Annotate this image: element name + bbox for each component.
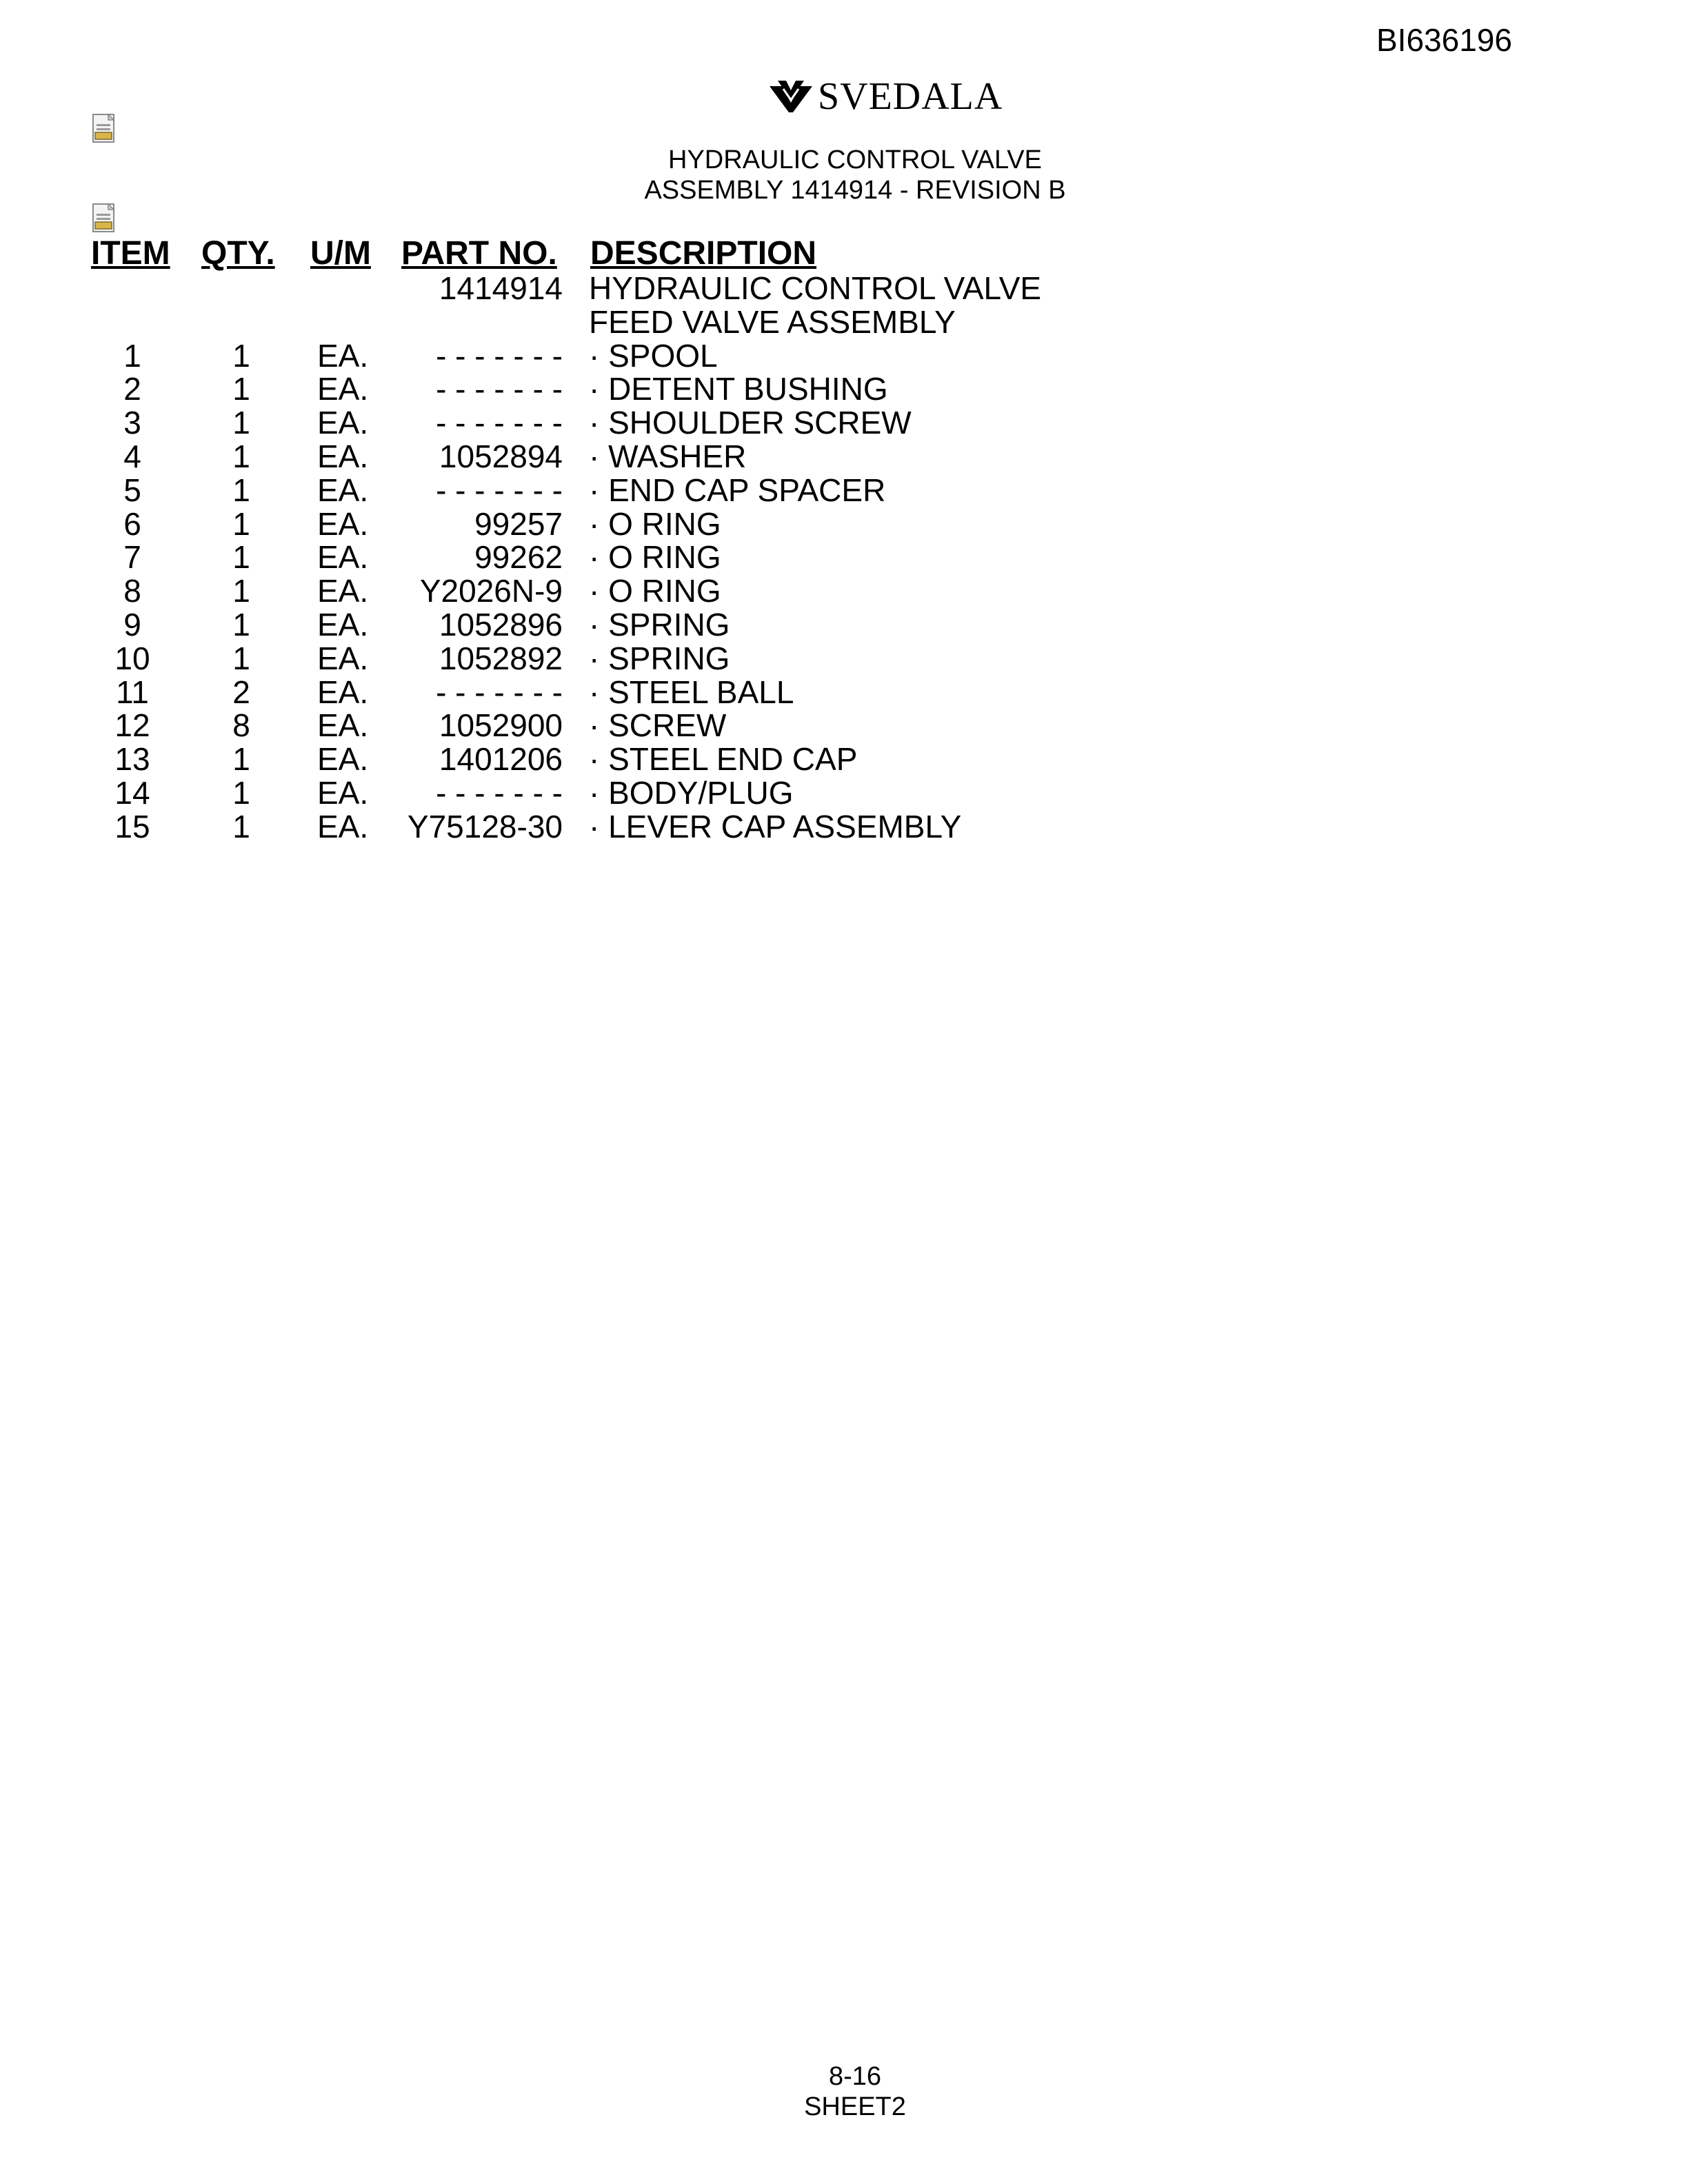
item-number: 14: [114, 774, 150, 811]
embedded-file-icon[interactable]: [91, 113, 119, 145]
quantity: 1: [232, 405, 250, 441]
brand-name: SVEDALA: [818, 75, 1003, 118]
part-number: - - - - - - -: [436, 674, 563, 710]
item-number: 2: [123, 371, 141, 407]
table-row: [0, 440, 1688, 474]
table-row: [0, 474, 1688, 507]
table-row: [0, 272, 1688, 305]
item-number: 4: [123, 438, 141, 474]
description: · END CAP SPACER: [589, 472, 886, 508]
item-number: 7: [123, 539, 141, 576]
part-number: - - - - - - -: [436, 472, 563, 508]
item-number: 8: [123, 573, 141, 609]
embedded-file-icon[interactable]: [91, 203, 119, 234]
unit-of-measure: EA.: [317, 405, 369, 441]
item-number: 6: [123, 505, 141, 542]
table-row: [0, 372, 1688, 406]
unit-of-measure: EA.: [317, 505, 369, 542]
description: · SCREW: [589, 707, 727, 744]
item-number: 3: [123, 405, 141, 441]
quantity: 1: [232, 371, 250, 407]
unit-of-measure: EA.: [317, 808, 369, 845]
part-number: 1052892: [439, 640, 563, 676]
document-title-line-1: HYDRAULIC CONTROL VALVE: [668, 145, 1042, 174]
description: HYDRAULIC CONTROL VALVE: [589, 270, 1042, 306]
description: FEED VALVE ASSEMBLY: [589, 303, 956, 340]
description: · SPOOL: [589, 337, 718, 374]
part-number: 1052896: [439, 606, 563, 643]
quantity: 1: [232, 539, 250, 576]
description: · DETENT BUSHING: [589, 371, 888, 407]
part-number: 1052900: [439, 707, 563, 744]
unit-of-measure: EA.: [317, 707, 369, 744]
parts-list: [0, 272, 1688, 844]
unit-of-measure: EA.: [317, 337, 369, 374]
unit-of-measure: EA.: [317, 674, 369, 710]
quantity: 1: [232, 808, 250, 845]
unit-of-measure: EA.: [317, 741, 369, 778]
description: · STEEL BALL: [589, 674, 794, 710]
description: · WASHER: [589, 438, 747, 474]
table-row: [0, 540, 1688, 574]
description: · LEVER CAP ASSEMBLY: [589, 808, 962, 845]
description: · STEEL END CAP: [589, 741, 858, 778]
part-number: 1414914: [439, 270, 563, 306]
item-number: 13: [114, 741, 150, 778]
quantity: 8: [232, 707, 250, 744]
sheet-label: SHEET2: [804, 2092, 906, 2121]
unit-of-measure: EA.: [317, 774, 369, 811]
description: · O RING: [589, 573, 721, 609]
table-row: [0, 709, 1688, 742]
table-row: [0, 742, 1688, 776]
svedala-v-logo-icon: [768, 79, 814, 114]
quantity: 1: [232, 573, 250, 609]
quantity: 1: [232, 606, 250, 643]
header-qty: QTY.: [201, 235, 275, 272]
quantity: 1: [232, 505, 250, 542]
part-number: Y2026N-9: [419, 573, 563, 609]
item-number: 1: [123, 337, 141, 374]
unit-of-measure: EA.: [317, 472, 369, 508]
description: · BODY/PLUG: [589, 774, 794, 811]
description: · SPRING: [589, 606, 730, 643]
quantity: 1: [232, 774, 250, 811]
quantity: 1: [232, 640, 250, 676]
quantity: 1: [232, 741, 250, 778]
unit-of-measure: EA.: [317, 539, 369, 576]
unit-of-measure: EA.: [317, 438, 369, 474]
table-row: [0, 810, 1688, 844]
item-number: 12: [114, 707, 150, 744]
quantity: 2: [232, 674, 250, 710]
table-row: [0, 608, 1688, 642]
unit-of-measure: EA.: [317, 606, 369, 643]
part-number: - - - - - - -: [436, 774, 563, 811]
table-row: [0, 305, 1688, 339]
unit-of-measure: EA.: [317, 371, 369, 407]
description: · SPRING: [589, 640, 730, 676]
item-number: 10: [114, 640, 150, 676]
part-number: 99262: [474, 539, 563, 576]
unit-of-measure: EA.: [317, 640, 369, 676]
part-number: - - - - - - -: [436, 405, 563, 441]
quantity: 1: [232, 337, 250, 374]
document-id: BI636196: [1376, 22, 1512, 58]
table-row: [0, 339, 1688, 373]
table-row: [0, 574, 1688, 608]
header-description: DESCRIPTION: [590, 235, 817, 272]
description: · O RING: [589, 539, 721, 576]
table-row: [0, 507, 1688, 541]
brand-logo: [768, 76, 1003, 117]
header-item: ITEM: [91, 235, 170, 272]
description: · SHOULDER SCREW: [589, 405, 912, 441]
document-title-line-2: ASSEMBLY 1414914 - REVISION B: [644, 176, 1066, 205]
unit-of-measure: EA.: [317, 573, 369, 609]
description: · O RING: [589, 505, 721, 542]
table-row: [0, 676, 1688, 709]
table-row: [0, 642, 1688, 676]
item-number: 11: [116, 674, 149, 710]
part-number: 1401206: [439, 741, 563, 778]
item-number: 5: [123, 472, 141, 508]
table-row: [0, 776, 1688, 810]
header-part-no: PART NO.: [401, 235, 557, 272]
quantity: 1: [232, 472, 250, 508]
table-row: [0, 406, 1688, 440]
part-number: - - - - - - -: [436, 371, 563, 407]
part-number: - - - - - - -: [436, 337, 563, 374]
quantity: 1: [232, 438, 250, 474]
part-number: Y75128-30: [407, 808, 563, 845]
item-number: 9: [123, 606, 141, 643]
part-number: 99257: [474, 505, 563, 542]
page-number: 8-16: [828, 2062, 882, 2091]
header-um: U/M: [310, 235, 371, 272]
item-number: 15: [114, 808, 150, 845]
part-number: 1052894: [439, 438, 563, 474]
